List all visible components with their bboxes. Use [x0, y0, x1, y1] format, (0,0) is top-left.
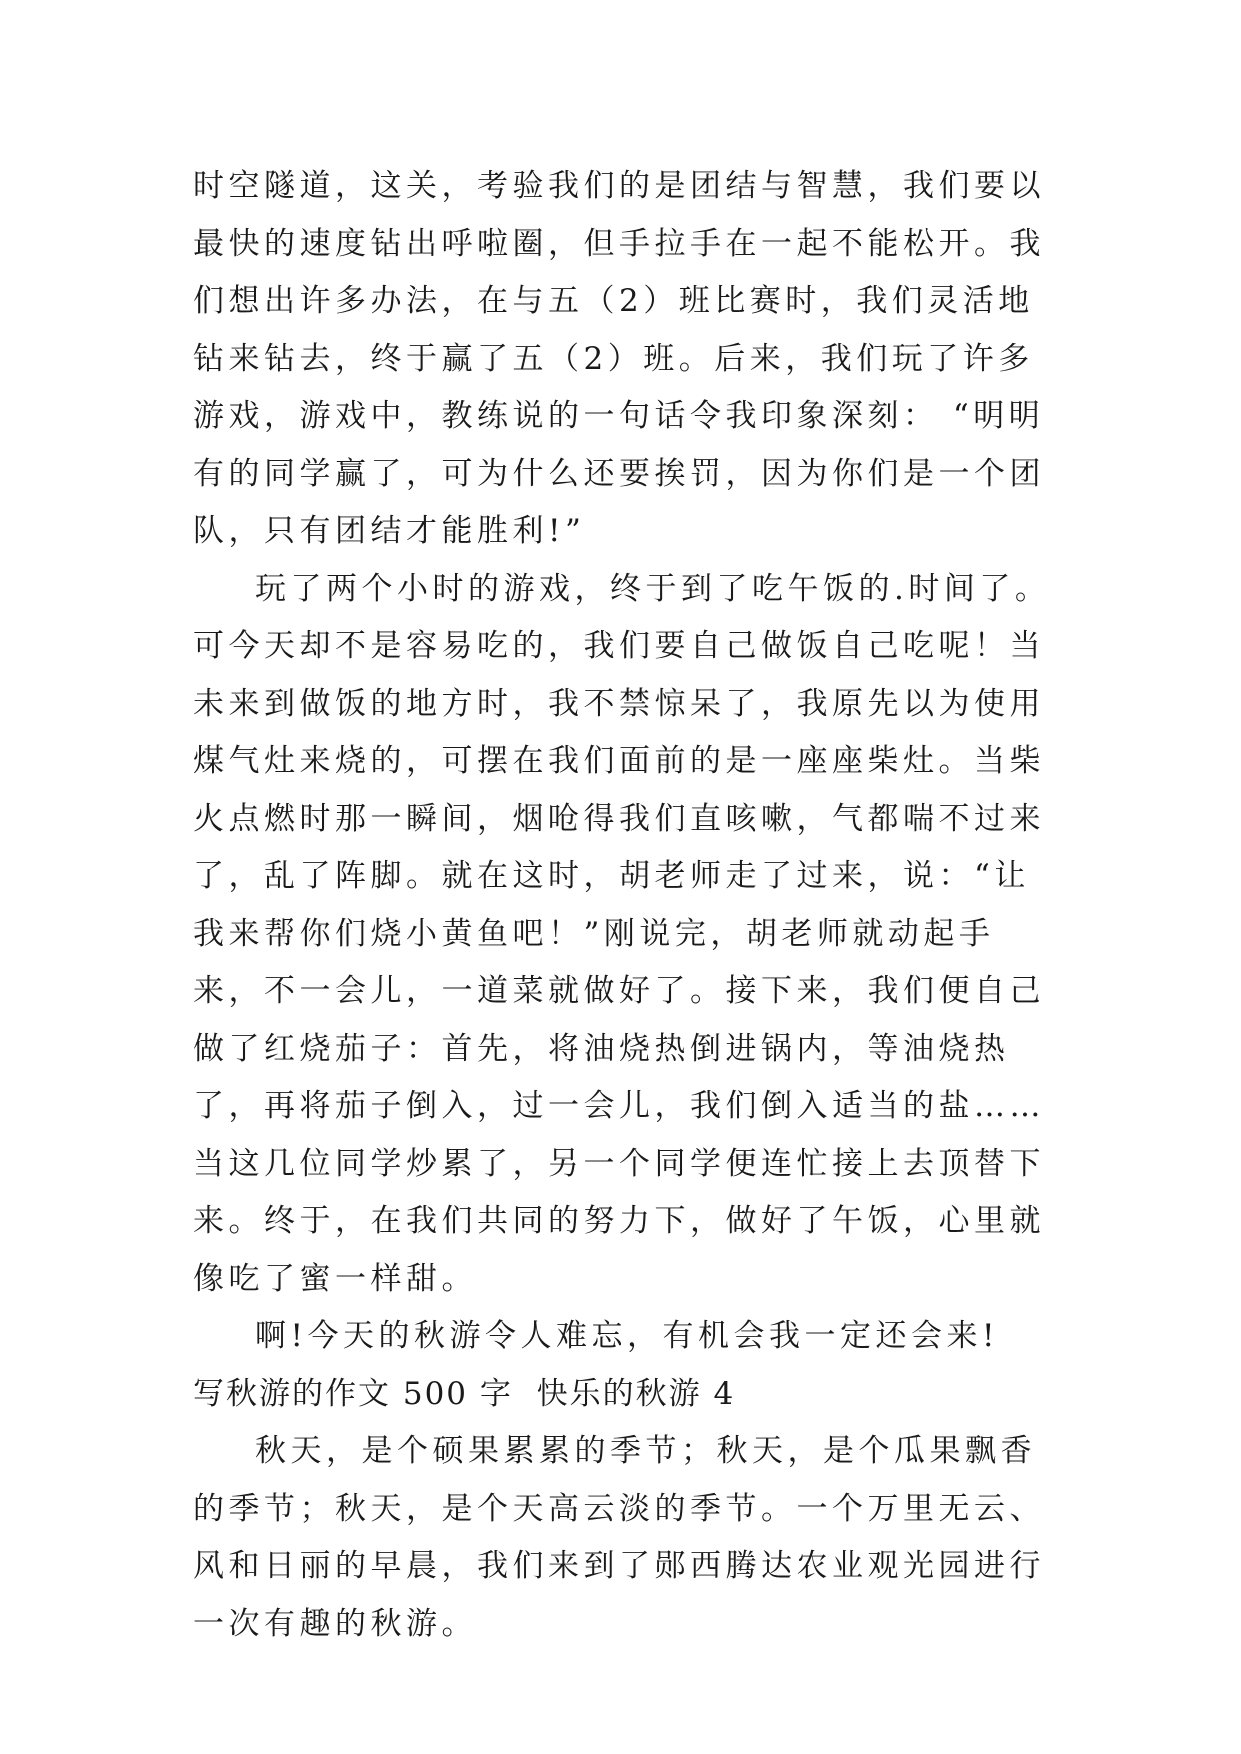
- section-title: 写秋游的作文 500 字 快乐的秋游 4: [193, 1375, 736, 1412]
- paragraph-2: 玩了两个小时的游戏，终于到了吃午饭的.时间了。可今天却不是容易吃的，我们要自己做饭自己吃呢！当未来到做饭的地方时，我不禁惊呆了，我原先以为使用煤气灶来烧的，可摆在我们面前的是一座座柴灶。当柴火点燃时那一瞬间，烟呛得我们直咳嗽，气都喘不过来了，乱了阵脚。就在这时，胡老师走了过来，说：“让我来帮你们烧小黄鱼吧！”刚说完，胡老师就动起手来，不一会儿，一道菜就做好了。接下来，我们便自己做了红烧茄子：首先，将油烧热倒进锅内，等油烧热了，再将茄子倒入，过一会儿，我们倒入适当的盐……当这几位同学炒累了，另一个同学便连忙接上去顶替下来。终于，在我们共同的努力下，做好了午饭，心里就像吃了蜜一样甜。: [193, 570, 1051, 1297]
- paragraph-1: 时空隧道，这关，考验我们的是团结与智慧，我们要以最快的速度钻出呼啦圈，但手拉手在一起不能松开。我们想出许多办法，在与五（2）班比赛时，我们灵活地钻来钻去，终于赢了五（2）班。后来，我们玩了许多游戏，游戏中，教练说的一句话令我印象深刻： “明明有的同学赢了，可为什么还要挨罚，因为你们是一个团队，只有团结才能胜利!”: [193, 168, 1045, 549]
- paragraph-3: 啊!今天的秋游令人难忘，有机会我一定还会来!: [255, 1318, 999, 1354]
- document-body: [193, 158, 1053, 1653]
- paragraph-4: 秋天，是个硕果累累的季节；秋天，是个瓜果飘香的季节；秋天，是个天高云淡的季节。一个万里无云、风和日丽的早晨，我们来到了郧西腾达农业观光园进行一次有趣的秋游。: [193, 1433, 1045, 1642]
